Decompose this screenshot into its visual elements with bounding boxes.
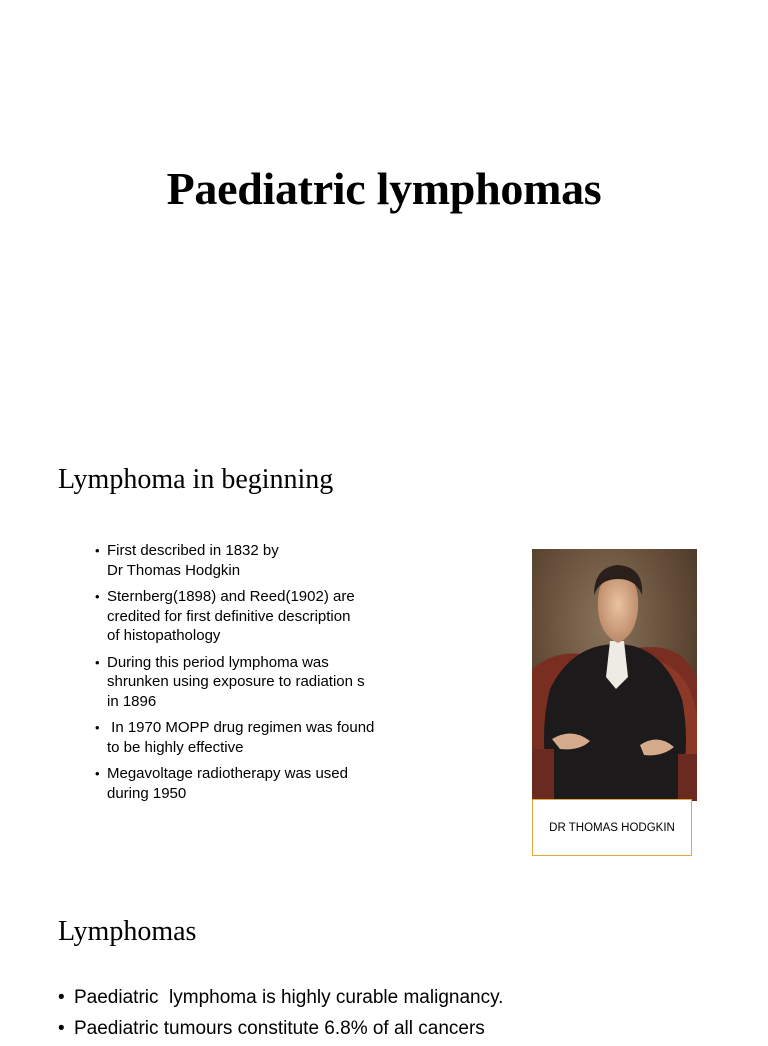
slide-history — [0, 430, 768, 900]
bullet-list — [58, 984, 748, 1046]
bullet-marker: • — [95, 543, 100, 558]
image-caption: DR THOMAS HODGKIN — [532, 799, 692, 856]
list-item: • First described in 1832 by Dr Thomas Hodgkin — [95, 542, 279, 579]
bullet-marker: • — [58, 987, 65, 1008]
list-item: • Megavoltage radiotherapy was used during 1950 — [95, 765, 348, 802]
slide-heading: Lymphoma in beginning — [58, 464, 334, 495]
list-item: • Paediatric tumours constitute 6.8% of all cancers — [58, 1015, 748, 1042]
list-item: • During this period lymphoma was shrunken using exposure to radiation s in 1896 — [95, 653, 365, 710]
bullet-marker: • — [58, 1018, 65, 1039]
bullet-marker: • — [95, 589, 100, 604]
bullet-list — [95, 541, 415, 810]
slide-heading: Lymphomas — [58, 916, 197, 947]
list-item: • Sternberg(1898) and Reed(1902) are credited for first definitive description of histopathology — [95, 588, 355, 644]
portrait-image — [532, 549, 697, 801]
page-title: Paediatric lymphomas — [166, 163, 602, 214]
list-item: • Paediatric lymphoma is highly curable malignancy. — [58, 984, 748, 1011]
list-item: • In 1970 MOPP drug regimen was found to be highly effective — [95, 719, 375, 756]
bullet-marker: • — [95, 720, 100, 735]
slide-title — [0, 0, 768, 430]
bullet-marker: • — [95, 654, 100, 670]
bullet-marker: • — [95, 766, 100, 781]
slide-lymphomas — [0, 900, 768, 1039]
